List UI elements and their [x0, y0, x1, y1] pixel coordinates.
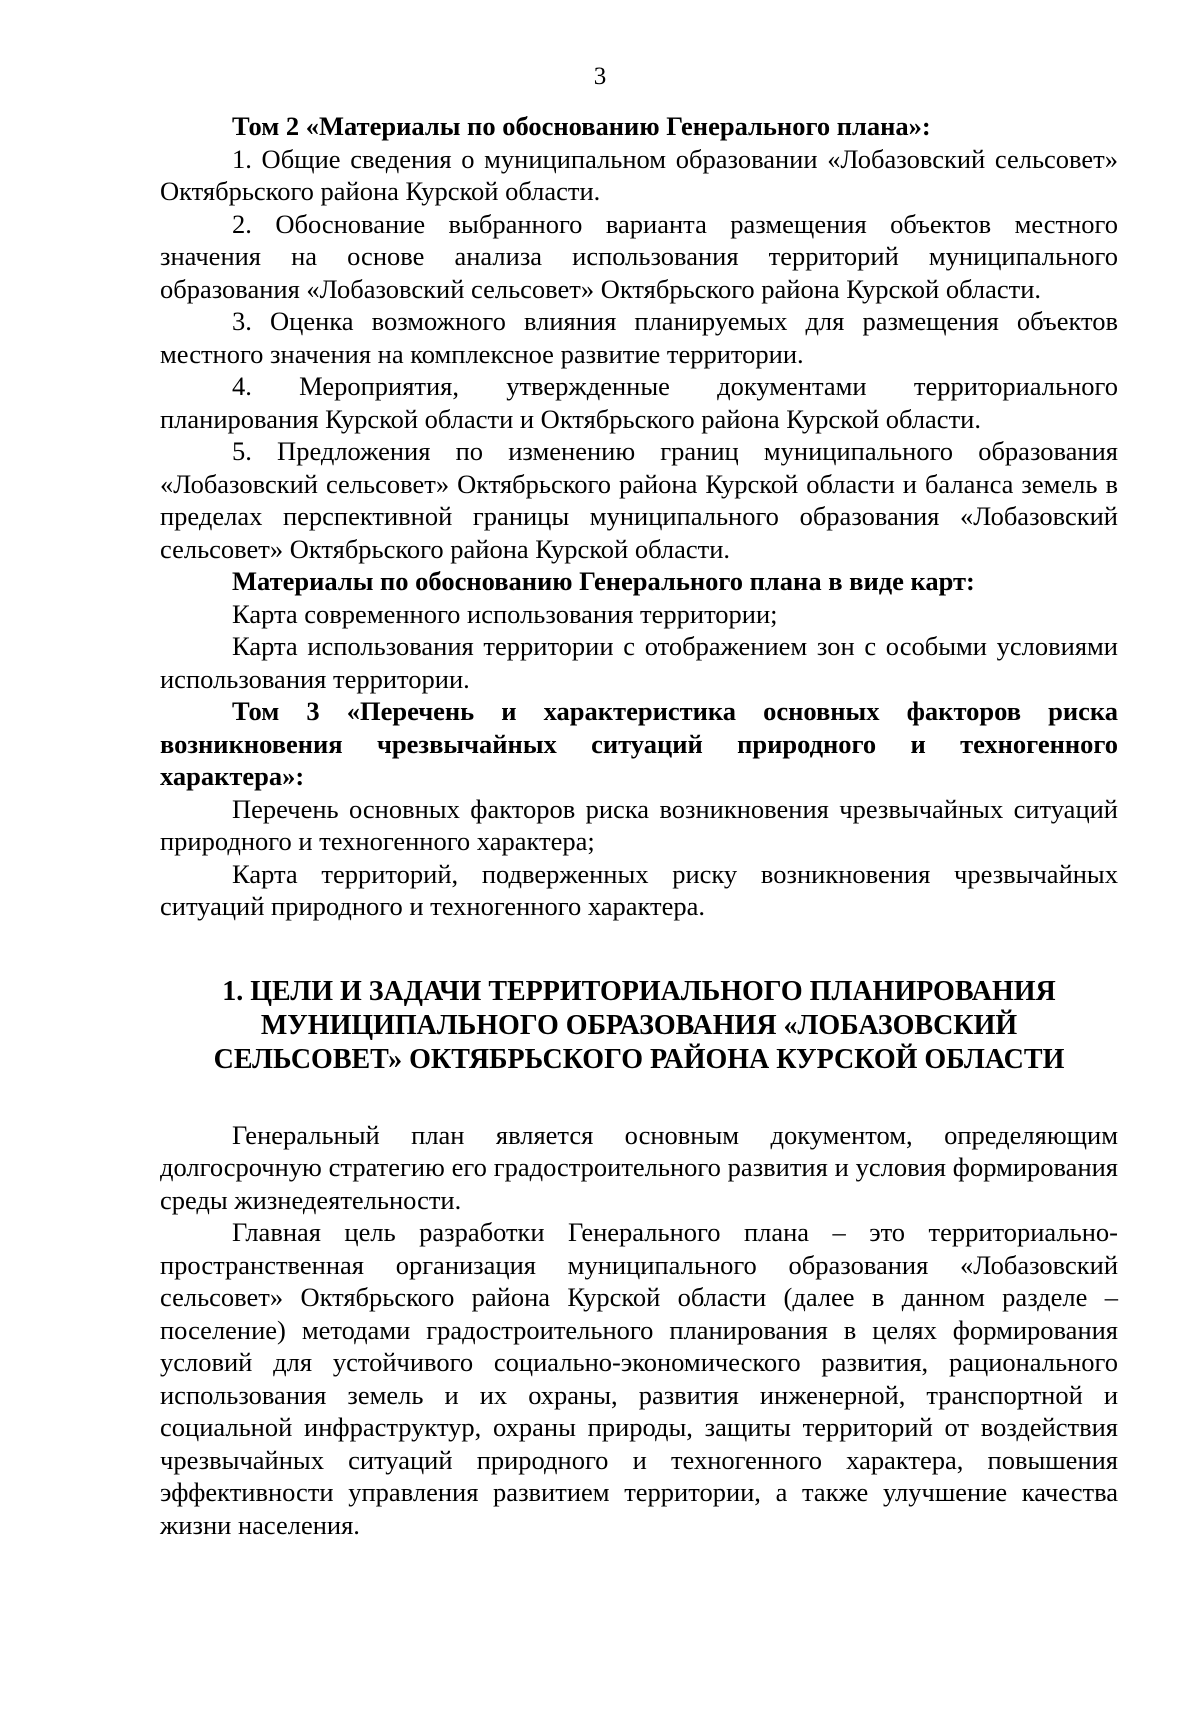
volume2-heading: Том 2 «Материалы по обоснованию Генерального плана»: — [232, 111, 931, 141]
section1-heading-line-2: МУНИЦИПАЛЬНОГО ОБРАЗОВАНИЯ «ЛОБАЗОВСКИЙ — [260, 1009, 1018, 1041]
volume2-maps-heading: Материалы по обоснованию Генерального плана в виде карт: — [232, 566, 975, 596]
volume2-item-4: 4. Мероприятия, утвержденные документами территориального планирования Курской области и Октябрьского района Курской области. — [160, 371, 1118, 434]
volume2-item-2: 2. Обоснование выбранного варианта размещения объектов местного значения на основе анализа использования территорий муниципального образования «Лобазовский сельсовет» Октябрьского района Курской области. — [160, 208, 1118, 304]
section1-paragraph-2: Главная цель разработки Генерального плана – это территориально-пространственная организация муниципального образования «Лобазовский сельсовет» Октябрьского района Курской области (далее в данном разделе – поселение) методами градостроительного планирования в целях формирования условий для устойчивого социально-экономического развития, рационального использования земель и их охраны, развития инженерной, транспортной и социальной инфраструктур, охраны природы, защиты территорий от воздействия чрезвычайных ситуаций природного и техногенного характера, повышения эффективности управления развитием территории, а также улучшение качества жизни населения. — [160, 1217, 1118, 1540]
volume2-item-5: 5. Предложения по изменению границ муниципального образования «Лобазовский сельсовет» Октябрьского района Курской области и баланса земель в пределах перспективной границы муниципального образования «Лобазовский сельсовет» Октябрьского района Курской области. — [160, 436, 1118, 564]
heading-spacer — [160, 1077, 1118, 1119]
volume2-item-1: 1. Общие сведения о муниципальном образовании «Лобазовский сельсовет» Октябрьского района Курской области. — [160, 143, 1118, 206]
section1-heading-line-3: СЕЛЬСОВЕТ» ОКТЯБРЬСКОГО РАЙОНА КУРСКОЙ ОБЛАСТИ — [213, 1043, 1065, 1075]
volume2-map-2: Карта использования территории с отображением зон с особыми условиями использования территории. — [160, 631, 1118, 694]
section1-paragraph-1: Генеральный план является основным документом, определяющим долгосрочную стратегию его градостроительного развития и условия формирования среды жизнедеятельности. — [160, 1119, 1118, 1215]
volume3-heading: Том 3 «Перечень и характеристика основных факторов риска возникновения чрезвычайных ситуаций природного и техногенного характера»: — [160, 696, 1118, 791]
volume2-map-1: Карта современного использования территории; — [232, 598, 778, 629]
volume3-item-1: Перечень основных факторов риска возникновения чрезвычайных ситуаций природного и техногенного характера; — [160, 793, 1118, 856]
section1-heading — [160, 975, 1118, 1077]
volume3-item-2: Карта территорий, подверженных риску возникновения чрезвычайных ситуаций природного и техногенного характера. — [160, 858, 1118, 921]
volume2-item-3: 3. Оценка возможного влияния планируемых для размещения объектов местного значения на комплексное развитие территории. — [160, 306, 1118, 369]
section1-heading-line-1: 1. ЦЕЛИ И ЗАДАЧИ ТЕРРИТОРИАЛЬНОГО ПЛАНИРОВАНИЯ — [222, 975, 1056, 1007]
page-content — [160, 110, 1118, 1541]
page-number: 3 — [593, 63, 607, 90]
